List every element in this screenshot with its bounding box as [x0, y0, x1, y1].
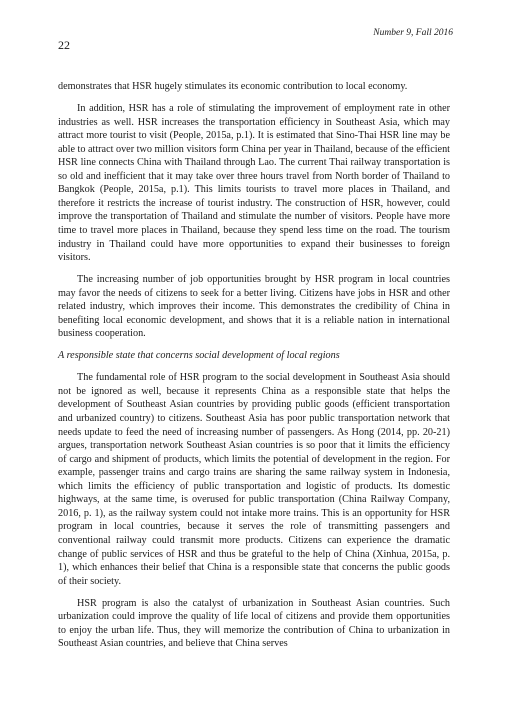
page-number: 22	[58, 38, 70, 52]
paragraph-employment: In addition, HSR has a role of stimulating the improvement of employment rate in other industries as well. HSR increases the transportation efficiency in Southeast Asia, which may attract more tourist to visit (People, 2015a, p.1). It is estimated that Sino-Thai HSR line may be able to attract over two million visitors form China per year in Thailand, because of the efficient HSR line connects China with Thailand through Lao. The current Thai railway transportation is so old and inefficient that it may take over three hours travel from North border of Thailand to Bangkok (People, 2015a, p.1). This limits tourists to travel more places in Thailand, and therefore it restricts the increase of tourist industry. The construction of HSR, however, could improve the transportation of Thailand and stimulate the number of visitors. People have more time to travel more places in Thailand, because they spend less time on the road. The tourism industry in Thailand could have more opportunities to expand their businesses to foreign visitors.	[58, 103, 450, 264]
paragraph-urbanization: HSR program is also the catalyst of urbanization in Southeast Asian countries. Such urbanization could improve the quality of life local of citizens and provide them opportunities to enjoy the urban life. Thus, they will memorize the contribution of China to urbanization in Southeast Asian countries, and believe that China serves	[58, 597, 450, 650]
running-head: Number 9, Fall 2016	[373, 28, 453, 38]
paragraph-continued: demonstrates that HSR hugely stimulates its economic contribution to local economy.	[58, 81, 408, 92]
article-body	[58, 80, 450, 659]
paragraph-social-development: The fundamental role of HSR program to the social development in Southeast Asia should not be ignored as well, because it represents China as a responsible state that helps the development of Southeast Asian countries by providing public goods (efficient transportation and urbanized country) to citizens. Southeast Asia has poor public transportation network that needs update to feed the need of increasing number of passengers. As Hong (2014, pp. 20-21) argues, transportation network Southeast Asian countries is so poor that it limits the efficiency of cargo and shipment of products, which limits the potential of development in the region. For example, passenger trains and cargo trains are sharing the same railway system in Indonesia, which limits the efficiency of public transportation and logistic of products. Its domestic highways, at the same time, is overused for public transportation (China Railway Company, 2016, p. 1), as the railway system could not intake more trains. This is an opportunity for HSR program in local countries, because it serves the role of transmitting passengers and conventional railway could transmit more products. Citizens can experience the dramatic change of public services of HSR and thus be grateful to the help of China (Xinhua, 2015a, p. 1), which enhances their belief that China is a responsible state that concerns the public goods of their society.	[58, 372, 450, 587]
paragraph-job-opportunities: The increasing number of job opportunities brought by HSR program in local countries may favor the needs of citizens to seek for a better living. Citizens have jobs in HSR and other related industry, which improves their income. This demonstrates the credibility of China in benefiting local economic development, and shows that it is a reliable nation in international business cooperation.	[58, 274, 450, 340]
section-heading: A responsible state that concerns social development of local regions	[58, 350, 340, 362]
